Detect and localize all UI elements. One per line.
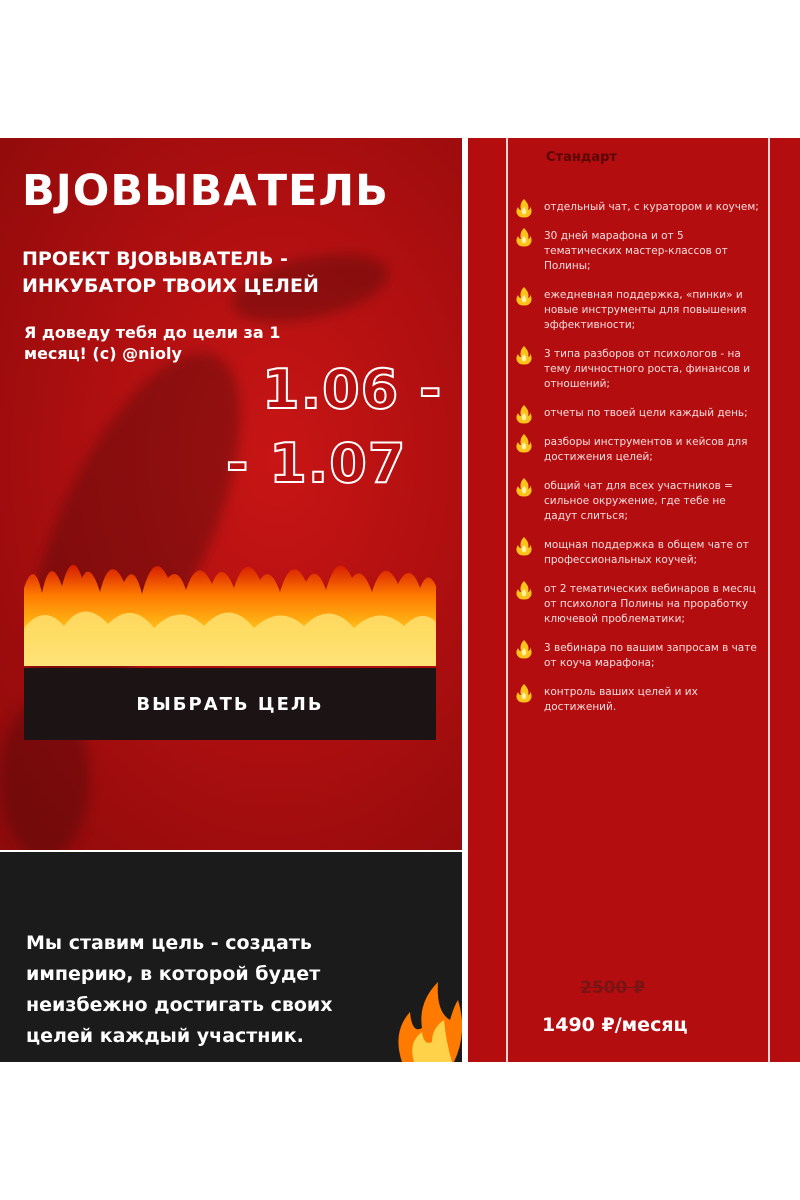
feature-text: разборы инструментов и кейсов для достижения целей; (544, 436, 748, 463)
hero-tagline: Я доведу тебя до цели за 1 месяц! (с) @nioly (24, 323, 281, 363)
hero-title: ВJОВЫВАТЕЛЬ (22, 166, 389, 216)
feature-text: общий чат для всех участников = сильное окружение, где тебе не дадут слиться; (544, 480, 733, 522)
current-price: 1490 ₽/месяц (542, 1014, 688, 1036)
feature-text: 3 вебинара по вашим запросам в чате от коуча марафона; (544, 642, 757, 669)
fire-icon (516, 580, 532, 600)
list-item (516, 479, 762, 524)
date-end: - 1.07 (226, 432, 407, 495)
flame-corner-decoration (392, 972, 462, 1062)
list-item (516, 229, 762, 274)
list-item (516, 582, 762, 627)
list-item (516, 406, 762, 421)
flames-illustration (24, 548, 436, 666)
hero-subtitle: ПРОЕКТ ВJОВЫВАТЕЛЬ - ИНКУБАТОР ТВОИХ ЦЕЛЕЙ (22, 248, 319, 297)
fire-icon (516, 639, 532, 659)
hero-panel (0, 138, 462, 850)
feature-text: ежедневная поддержка, «пинки» и новые инструменты для повышения эффективности; (544, 289, 747, 331)
mission-panel (0, 852, 462, 1062)
feature-text: 3 типа разборов от психологов - на тему личностного роста, финансов и отношений; (544, 348, 751, 390)
list-item (516, 685, 762, 715)
fire-icon (516, 433, 532, 453)
fire-icon (516, 477, 532, 497)
fire-icon (516, 536, 532, 556)
list-item (516, 347, 762, 392)
tariff-name: Стандарт (546, 150, 617, 165)
feature-list (516, 200, 762, 729)
fire-icon (516, 345, 532, 365)
old-price: 2500 ₽ (580, 978, 646, 998)
divider (768, 138, 770, 1062)
feature-text: отчеты по твоей цели каждый день; (544, 407, 748, 419)
fire-icon (516, 227, 532, 247)
feature-text: контроль ваших целей и их достижений. (544, 686, 698, 713)
list-item (516, 288, 762, 333)
feature-text: мощная поддержка в общем чате от профессиональных коучей; (544, 539, 749, 566)
fire-icon (516, 286, 532, 306)
list-item (516, 641, 762, 671)
choose-goal-button[interactable]: ВЫБРАТЬ ЦЕЛЬ (24, 668, 436, 740)
divider (506, 138, 508, 1062)
fire-icon (516, 683, 532, 703)
tariff-card (468, 138, 800, 1062)
mission-text: Мы ставим цель - создать империю, в которой будет неизбежно достигать своих целей каждый участник. (26, 932, 333, 1047)
feature-text: от 2 тематических вебинаров в месяц от психолога Полины на проработку ключевой проблематики; (544, 583, 756, 625)
list-item (516, 435, 762, 465)
feature-text: 30 дней марафона и от 5 тематических мастер-классов от Полины; (544, 230, 728, 272)
list-item (516, 200, 762, 215)
list-item (516, 538, 762, 568)
date-start: 1.06 - (262, 358, 443, 421)
feature-text: отдельный чат, с куратором и коучем; (544, 201, 759, 213)
fire-icon (516, 198, 532, 218)
fire-icon (516, 404, 532, 424)
